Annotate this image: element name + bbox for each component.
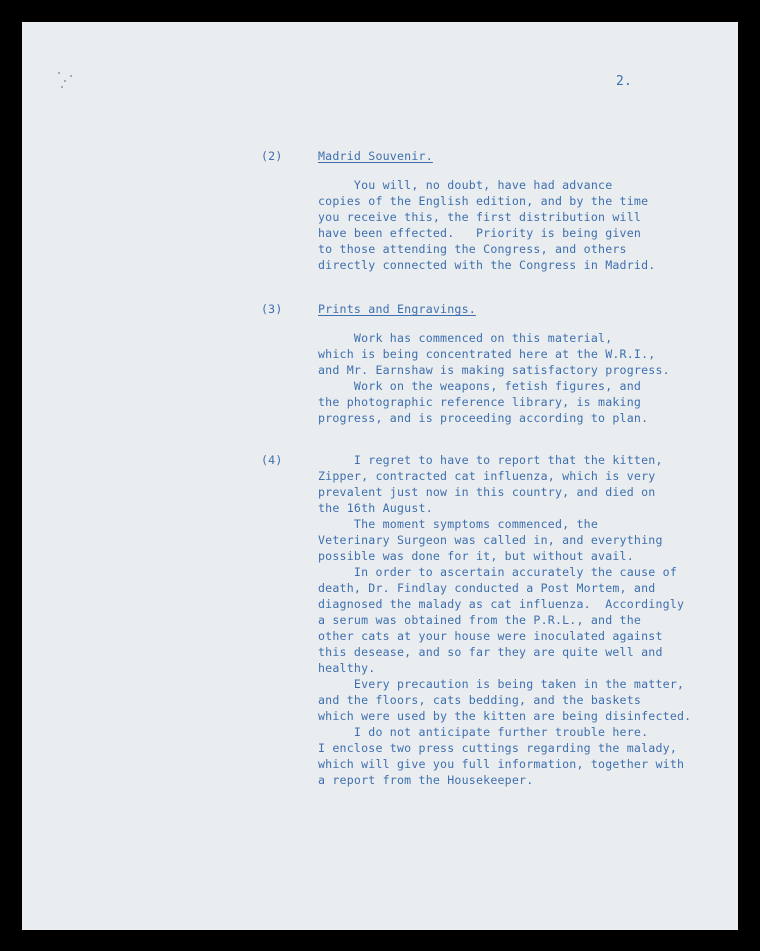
section-3-line-5: the photographic reference library, is making — [318, 395, 642, 409]
section-4-line-12: other cats at your house were inoculated against — [318, 629, 663, 643]
section-4-line-16: and the floors, cats bedding, and the baskets — [318, 693, 642, 707]
section-2-line-2: copies of the English edition, and by the time — [318, 194, 649, 208]
section-2-line-5: to those attending the Congress, and others — [318, 242, 627, 256]
section-4-line-6: Veterinary Surgeon was called in, and everything — [318, 533, 663, 547]
section-2-line-1: You will, no doubt, have had advance — [318, 178, 613, 192]
section-2-line-4: have been effected. Priority is being given — [318, 226, 642, 240]
section-4-line-21: a report from the Housekeeper. — [318, 773, 534, 787]
section-4-line-5: The moment symptoms commenced, the — [318, 517, 599, 531]
section-3-line-2: which is being concentrated here at the W.R.I., — [318, 347, 656, 361]
section-4-line-15: Every precaution is being taken in the matter, — [318, 677, 685, 691]
section-4-line-4: the 16th August. — [318, 501, 433, 515]
section-2-line-6: directly connected with the Congress in Madrid. — [318, 258, 656, 272]
section-4-line-13: this desease, and so far they are quite well and — [318, 645, 663, 659]
section-4-line-1: I regret to have to report that the kitten, — [318, 453, 663, 467]
section-3-line-4: Work on the weapons, fetish figures, and — [318, 379, 642, 393]
section-4-number: (4) — [261, 453, 283, 467]
section-2-line-3: you receive this, the first distribution will — [318, 210, 642, 224]
section-4-line-11: a serum was obtained from the P.R.L., and the — [318, 613, 642, 627]
section-4-line-9: death, Dr. Findlay conducted a Post Mortem, and — [318, 581, 656, 595]
section-3-heading: Prints and Engravings. — [318, 302, 476, 316]
section-4-line-10: diagnosed the malady as cat influenza. Accordingly — [318, 597, 685, 611]
section-3-number: (3) — [261, 302, 283, 316]
section-4-line-14: healthy. — [318, 661, 376, 675]
section-4-line-7: possible was done for it, but without avail. — [318, 549, 634, 563]
section-4-line-8: In order to ascertain accurately the cause of — [318, 565, 678, 579]
section-4-line-20: which will give you full information, together with — [318, 757, 685, 771]
section-4-line-17: which were used by the kitten are being disinfected. — [318, 709, 692, 723]
section-4-line-18: I do not anticipate further trouble here. — [318, 725, 649, 739]
section-4-line-2: Zipper, contracted cat influenza, which is very — [318, 469, 656, 483]
section-2-number: (2) — [261, 149, 283, 163]
section-2-heading: Madrid Souvenir. — [318, 149, 433, 163]
section-4-line-3: prevalent just now in this country, and died on — [318, 485, 656, 499]
section-3-line-6: progress, and is proceeding according to plan. — [318, 411, 649, 425]
section-3-line-3: and Mr. Earnshaw is making satisfactory progress. — [318, 363, 670, 377]
page-number: 2. — [616, 74, 633, 89]
section-4-line-19: I enclose two press cuttings regarding the malady, — [318, 741, 678, 755]
section-3-line-1: Work has commenced on this material, — [318, 331, 613, 345]
letter-page — [22, 22, 738, 930]
